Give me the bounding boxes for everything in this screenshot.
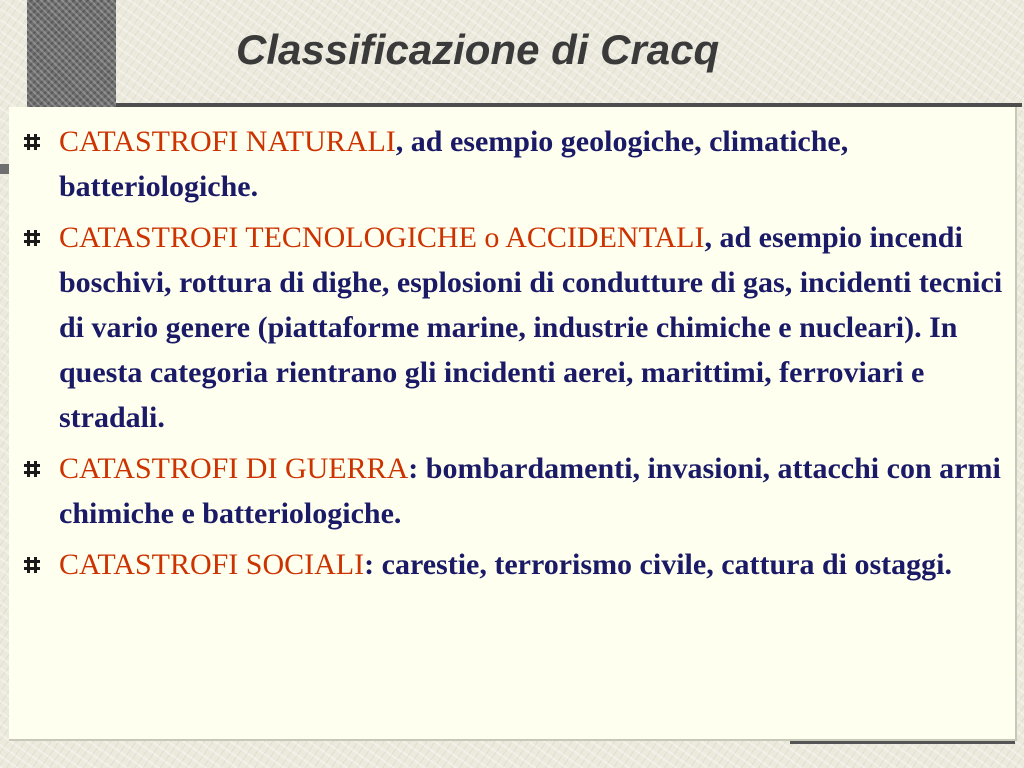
- hash-bullet-icon: [23, 556, 41, 574]
- decorative-textured-square: [27, 0, 116, 108]
- hash-bullet-icon: [23, 229, 41, 247]
- bullet-keyword: CATASTROFI NATURALI: [59, 125, 396, 158]
- bullet-text: : bombardamenti, invasioni, attacchi con armi chimiche e batteriologiche.: [59, 452, 1001, 530]
- bullet-text: , ad esempio geologiche, climatiche, batteriologiche.: [59, 125, 849, 203]
- bullet-text: : carestie, terrorismo civile, cattura di ostaggi.: [364, 548, 953, 581]
- bullet-keyword: CATASTROFI TECNOLOGICHE o ACCIDENTALI: [59, 221, 705, 254]
- bullet-keyword: CATASTROFI DI GUERRA: [59, 452, 409, 485]
- bullet-list: [9, 119, 1009, 593]
- bullet-text: , ad esempio incendi boschivi, rottura di dighe, esplosioni di condutture di gas, incidenti tecnici di vario genere (piattaforme marine, industrie chimiche e nucleari). In questa categoria rientrano gli incidenti aerei, marittimi, ferroviari e stradali.: [59, 221, 1003, 434]
- slide-title: Classificazione di Cracq: [236, 26, 720, 73]
- hash-bullet-icon: [23, 133, 41, 151]
- bullet-item: [9, 119, 1009, 209]
- bullet-keyword: CATASTROFI SOCIALI: [59, 548, 365, 581]
- hash-bullet-icon: [23, 460, 41, 478]
- bullet-item: [9, 215, 1009, 440]
- bullet-item: [9, 446, 1009, 536]
- decorative-bottom-rule: [790, 741, 1015, 744]
- bullet-item: [9, 542, 1009, 587]
- slide-content-box: [9, 107, 1017, 741]
